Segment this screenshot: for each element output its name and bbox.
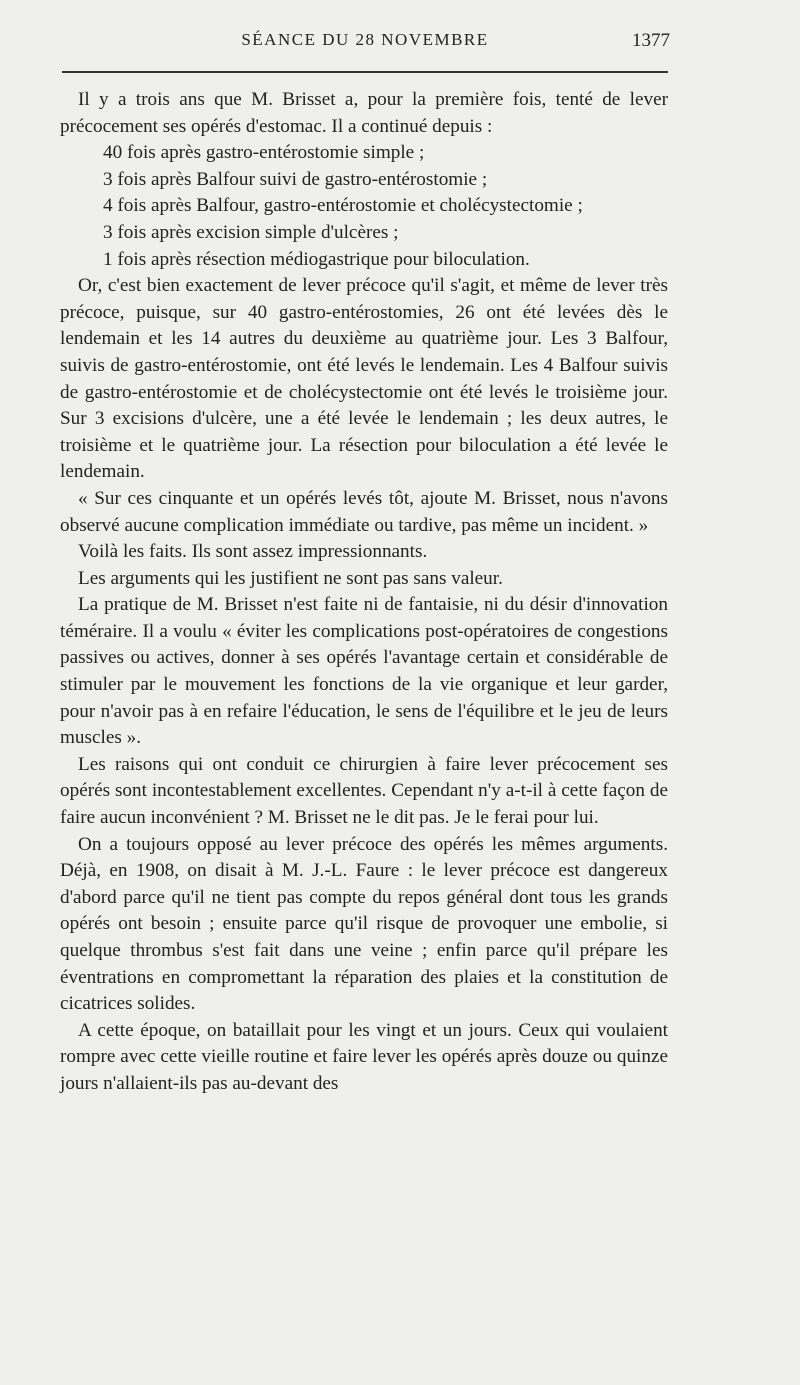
paragraph: Les raisons qui ont conduit ce chirurgien à faire lever précocement ses opérés sont incontestablement excellentes. Cependant n'y a-t-il à cette façon de faire aucun inconvénient ? M. Brisset ne le dit pas. Je le ferai pour lui.: [60, 753, 668, 829]
paragraph: Les arguments qui les justifient ne sont pas sans valeur.: [78, 567, 503, 589]
header-rule: [62, 71, 668, 73]
list-item: 4 fois après Balfour, gastro-entérostomie et cholécystectomie ;: [103, 195, 583, 217]
page-number: 1377: [632, 30, 670, 51]
paragraph: Or, c'est bien exactement de lever précoce qu'il s'agit, et même de lever très précoce, puisque, sur 40 gastro-entérostomies, 26 ont été levées dès le lendemain et les 14 autres du deuxième au quatrième jour. Les 3 Balfour, suivis de gastro-entérostomie, ont été levés le lendemain. Les 4 Balfour suivis de gastro-entérostomie et de cholécystectomie ont été levés le troisième jour. Sur 3 excisions d'ulcère, une a été levée le lendemain ; les deux autres, le troisième et le quatrième jour. La résection pour biloculation a été levée le lendemain.: [60, 275, 668, 483]
paragraph: A cette époque, on bataillait pour les vingt et un jours. Ceux qui voulaient rompre avec cette vieille routine et faire lever les opérés après douze ou quinze jours n'allaient-ils pas au-devant des: [60, 1019, 668, 1094]
paragraph: Il y a trois ans que M. Brisset a, pour la première fois, tenté de lever précocement ses opérés d'estomac. Il a continué depuis :: [60, 89, 668, 137]
paragraph: La pratique de M. Brisset n'est faite ni de fantaisie, ni du désir d'innovation téméraire. Il a voulu « éviter les complications post-opératoires de congestions passives ou actives, donner à ses opérés l'avantage certain et considérable de stimuler par le mouvement les fonctions de la vie organique et leur garder, pour n'avoir pas à en refaire l'éducation, le sens de l'équilibre et le jeu de leurs muscles ».: [60, 594, 668, 749]
list-item: 40 fois après gastro-entérostomie simple ;: [103, 142, 425, 164]
list-item: 1 fois après résection médiogastrique pour biloculation.: [103, 248, 530, 270]
header-title: SÉANCE DU 28 NOVEMBRE: [241, 30, 489, 49]
list-item: 3 fois après Balfour suivi de gastro-entérostomie ;: [103, 168, 488, 190]
paragraph: On a toujours opposé au lever précoce des opérés les mêmes arguments. Déjà, en 1908, on disait à M. J.-L. Faure : le lever précoce est dangereux d'abord parce qu'il ne tient pas compte du repos général dont tous les grands opérés ont besoin ; ensuite parce qu'il risque de provoquer une embolie, si quelque thrombus s'est fait dans une veine ; enfin parce qu'il prépare les éventrations en compromettant la réparation des plaies et la constitution de cicatrices solides.: [60, 833, 668, 1015]
body-text: [60, 87, 668, 1098]
paragraph: « Sur ces cinquante et un opérés levés tôt, ajoute M. Brisset, nous n'avons observé aucune complication immédiate ou tardive, pas même un incident. »: [60, 487, 668, 536]
list-item: 3 fois après excision simple d'ulcères ;: [103, 221, 399, 243]
running-header: [60, 30, 670, 54]
paragraph: Voilà les faits. Ils sont assez impressionnants.: [78, 541, 428, 563]
